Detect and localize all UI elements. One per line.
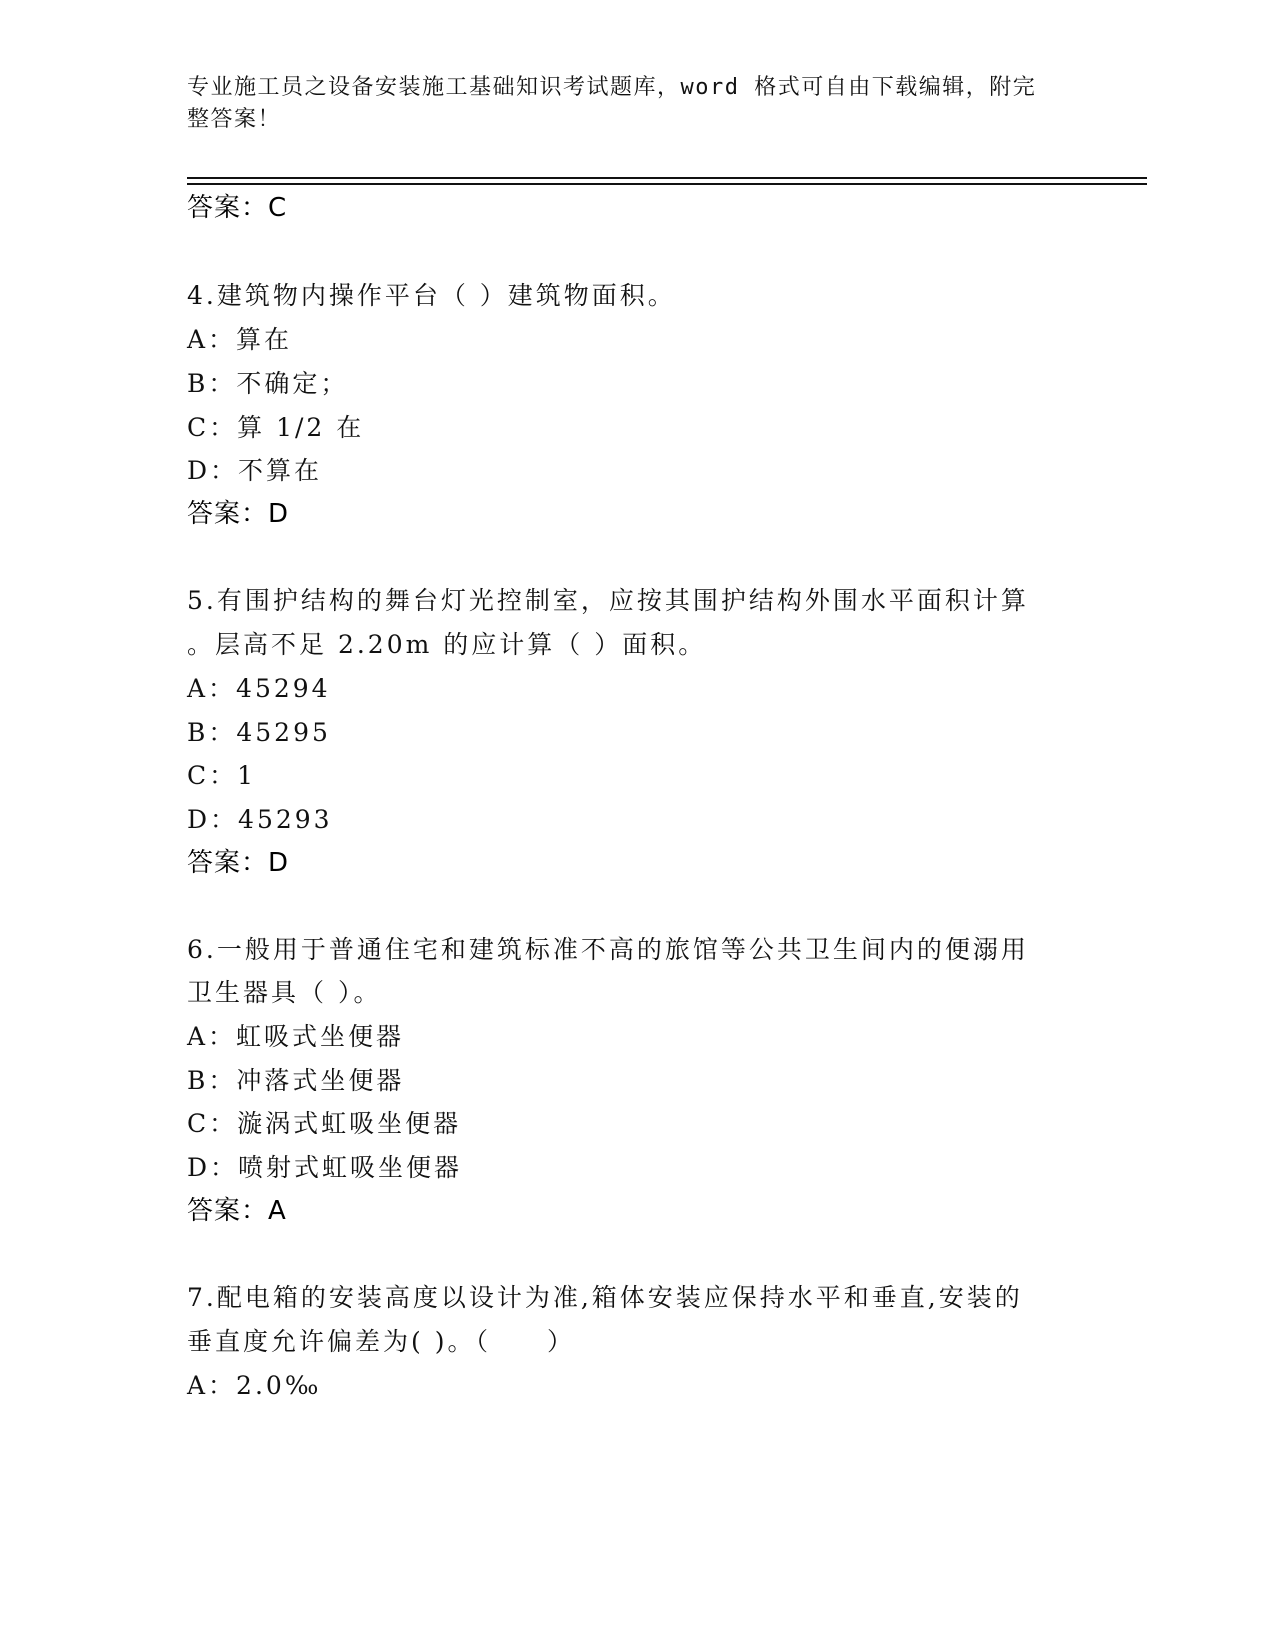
question-6-stem-line-1: 6.一般用于普通住宅和建筑标准不高的旅馆等公共卫生间内的便溺用 xyxy=(187,935,1029,964)
question-7-option-a: A：2.0‰ xyxy=(187,1371,322,1400)
question-6-option-d: D：喷射式虹吸坐便器 xyxy=(187,1153,463,1182)
question-6-option-a: A：虹吸式坐便器 xyxy=(187,1022,405,1051)
question-4-option-a: A：算在 xyxy=(187,325,293,354)
question-6-stem-line-2: 卫生器具（ ）。 xyxy=(187,978,382,1007)
question-5-option-a: A：45294 xyxy=(187,674,331,703)
question-7-stem-line-1: 7.配电箱的安装高度以设计为准,箱体安装应保持水平和垂直,安装的 xyxy=(187,1283,1023,1312)
question-4-option-c: C：算 1/2 在 xyxy=(187,413,365,442)
question-6-option-c: C：漩涡式虹吸坐便器 xyxy=(187,1109,462,1138)
question-5-stem-line-2: 。层高不足 2.20m 的应计算（ ）面积。 xyxy=(187,630,707,659)
question-4-answer: 答案：D xyxy=(187,499,290,529)
question-4-option-b: B：不确定； xyxy=(187,369,349,398)
question-5-option-c: C：1 xyxy=(187,761,257,790)
question-5-stem-line-1: 5.有围护结构的舞台灯光控制室，应按其围护结构外围水平面积计算 xyxy=(187,586,1029,615)
header-rule-bottom xyxy=(187,183,1147,185)
question-5-option-d: D：45293 xyxy=(187,805,333,834)
question-5-answer: 答案：D xyxy=(187,848,290,878)
document-header xyxy=(187,72,1067,136)
answer-line: 答案：C xyxy=(187,193,288,223)
question-7-stem-line-2: 垂直度允许偏差为( )。（ ） xyxy=(187,1327,575,1356)
question-4-stem-line-1: 4.建筑物内操作平台（ ）建筑物面积。 xyxy=(187,281,676,310)
header-rule-top xyxy=(187,177,1147,179)
question-4-option-d: D：不算在 xyxy=(187,456,323,485)
document-page xyxy=(187,0,1147,1650)
question-6-option-b: B：冲落式坐便器 xyxy=(187,1066,405,1095)
question-5-option-b: B：45295 xyxy=(187,718,331,747)
header-line-1: 专业施工员之设备安装施工基础知识考试题库，word 格式可自由下载编辑，附完 xyxy=(187,75,1037,100)
header-line-2: 整答案！ xyxy=(187,107,282,132)
question-6-answer: 答案：A xyxy=(187,1196,287,1226)
